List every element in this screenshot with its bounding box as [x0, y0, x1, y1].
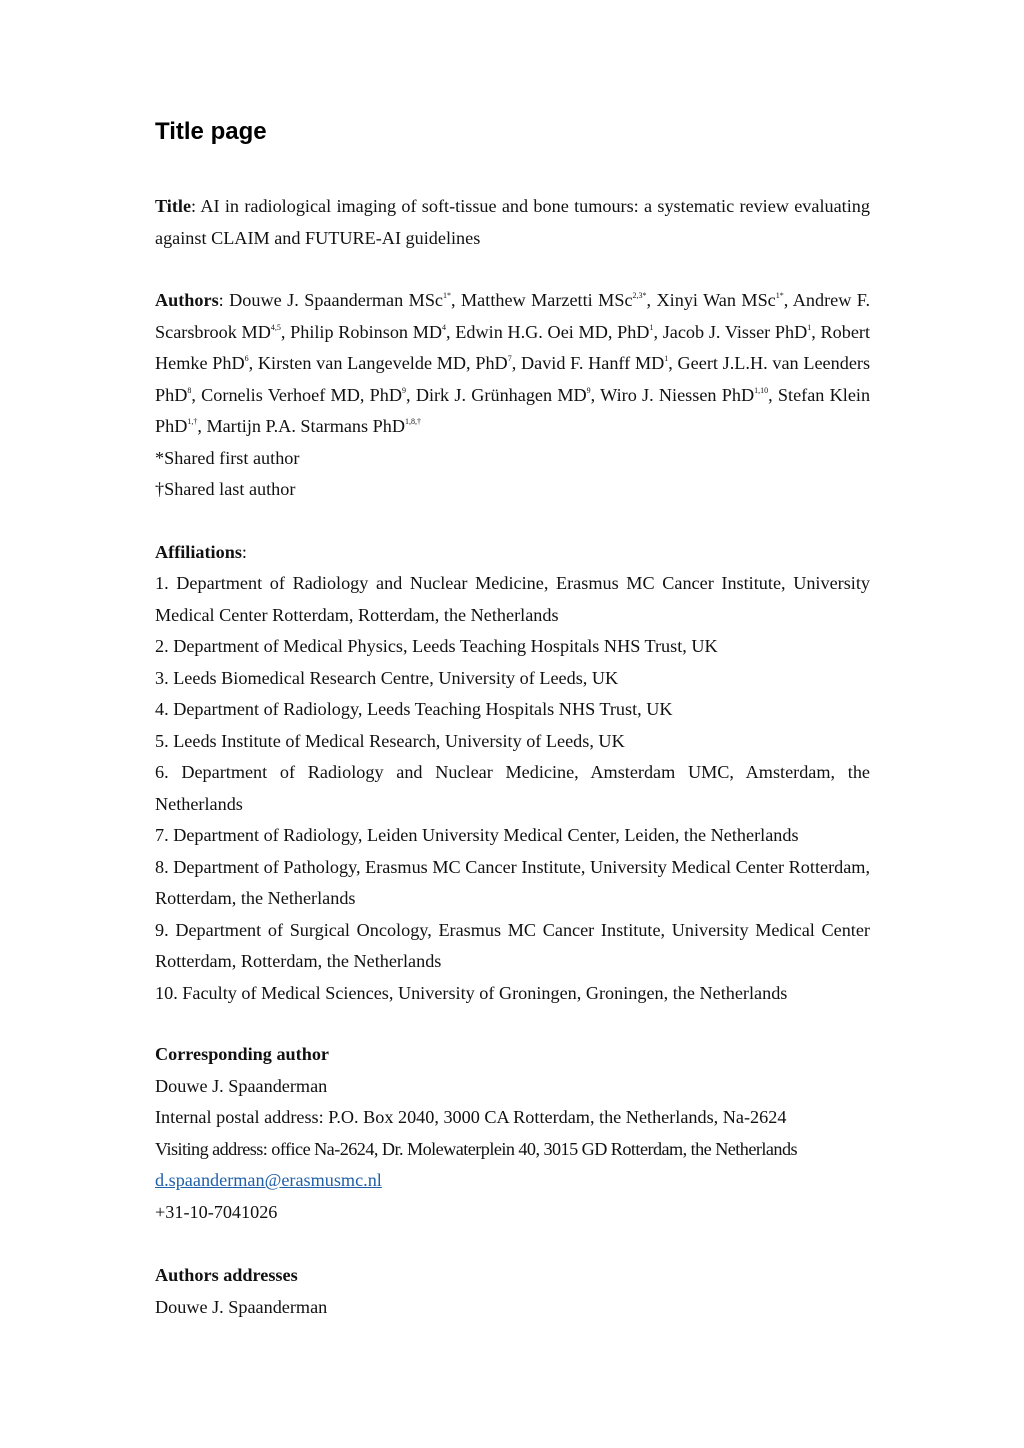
author-affiliation-marker: 4 — [442, 322, 447, 332]
author-name: Dirk J. Grünhagen MD — [415, 384, 587, 405]
author-affiliation-marker: 1* — [443, 291, 452, 300]
authors-paragraph: Authors: Douwe J. Spaanderman MSc$^{1*}$, Matthew Marzetti MSc$^{2,3*}$, Xinyi Wan MSc$^{1*}$, Andrew F. Scarsbrook MD$^{4,5}$, Philip Robinson $MD^4$, Edwin H.G. Oei MD, PhD$^1$, Jacob J. Visser PhD$^1$, Robert Hemke PhD$^6$, Kirsten van Langevelde MD, PhD$^7$, David F. Hanff $MD^1$, Geert J.L.H. van Leenders PhD$^8$, Cornelis Verhoef MD, PhD$^9$, Dirk J. Grünhagen $MD^9$, Wiro J. Niessen PhD$^{1,10}$, Stefan Klein PhD$^{1,\dagger}$, Martijn P.A. Starmans PhD$^{1,8,\dagger}$ — [155, 290, 871, 436]
visiting-address: Visiting address: office Na-2624, Dr. Molewaterplein 40, 3015 GD Rotterdam, the Netherlands — [155, 1138, 798, 1159]
author-name: Robert Hemke PhD — [155, 321, 871, 373]
affiliation-item: 8. Department of Pathology, Erasmus MC Cancer Institute, University Medical Center Rotterdam, Rotterdam, the Netherlands — [155, 856, 870, 908]
author-list: Douwe J. Spaanderman MSc$^{1*}$, Matthew Marzetti MSc$^{2,3*}$, Xinyi Wan MSc$^{1*}$, Andrew F. Scarsbrook MD$^{4,5}$, Philip Robinson $MD^4$, Edwin H.G. Oei MD, PhD$^1$, Jacob J. Visser PhD$^1$, Robert Hemke PhD$^6$, Kirsten van Langevelde MD, PhD$^7$, David F. Hanff $MD^1$, Geert J.L.H. van Leenders PhD$^8$, Cornelis Verhoef MD, PhD$^9$, Dirk J. Grünhagen $MD^9$, Wiro J. Niessen PhD$^{1,10}$, Stefan Klein PhD$^{1,\dagger}$, Martijn P.A. Starmans PhD$^{1,8,\dagger}$ — [155, 290, 871, 436]
author-affiliation-marker: 7 — [507, 354, 512, 363]
corresponding-section — [155, 1039, 870, 1228]
affiliation-item: 5. Leeds Institute of Medical Research, University of Leeds, UK — [155, 730, 625, 751]
authors-addresses-section — [155, 1260, 870, 1323]
shared-first-note: *Shared first author — [155, 448, 300, 468]
author-name: Andrew F. Scarsbrook MD — [155, 290, 871, 342]
author-affiliation-marker: 1,† — [187, 417, 198, 426]
author-name: Martijn P.A. Starmans PhD — [206, 416, 405, 436]
phone-number: +31-10-7041026 — [155, 1201, 278, 1222]
author-name: Geert J.L.H. van Leenders PhD — [155, 353, 871, 405]
corresponding-label: Corresponding author — [155, 1044, 329, 1064]
author-affiliation-marker: 8 — [187, 385, 192, 395]
author-affiliation-marker: 1 — [664, 354, 669, 363]
author-affiliation-marker: 1 — [649, 322, 654, 332]
author-name: Philip Robinson MD — [290, 321, 443, 342]
author-affiliation-marker: 9 — [586, 385, 591, 395]
affiliation-list — [155, 568, 870, 1009]
affiliation-item: 1. Department of Radiology and Nuclear Medicine, Erasmus MC Cancer Institute, University Medical Center Rotterdam, Rotterdam, the Netherlands — [155, 573, 870, 625]
author-affiliation-marker: 2,3* — [632, 291, 647, 300]
author-name: Xinyi Wan MSc — [656, 290, 776, 310]
paper-title: AI in radiological imaging of soft-tissue and bone tumours: a systematic review evaluating against CLAIM and FUTURE-AI guidelines — [155, 196, 870, 248]
author-name: David F. Hanff MD — [520, 353, 665, 373]
author-affiliation-marker: 4,5 — [270, 322, 281, 332]
affiliation-item: 2. Department of Medical Physics, Leeds Teaching Hospitals NHS Trust, UK — [155, 636, 718, 656]
title-label: Title — [155, 196, 192, 216]
author-name: Cornelis Verhoef MD, PhD — [201, 384, 402, 405]
affiliation-item: 3. Leeds Biomedical Research Centre, University of Leeds, UK — [155, 667, 619, 688]
affiliation-item: 9. Department of Surgical Oncology, Erasmus MC Cancer Institute, University Medical Center Rotterdam, Rotterdam, the Netherlands — [155, 919, 870, 971]
email-link[interactable]: d.spaanderman@erasmusmc.nl — [155, 1170, 382, 1190]
author-affiliation-marker: 9 — [402, 385, 406, 395]
title-paragraph: Title: AI in radiological imaging of soft-tissue and bone tumours: a systematic review evaluating against CLAIM and FUTURE-AI guidelines — [155, 196, 870, 248]
affiliation-item: 6. Department of Radiology and Nuclear Medicine, Amsterdam UMC, Amsterdam, the Netherlands — [155, 762, 870, 814]
author-name: Stefan Klein PhD — [155, 384, 871, 436]
affiliation-item: 4. Department of Radiology, Leeds Teaching Hospitals NHS Trust, UK — [155, 699, 673, 719]
author-affiliation-marker: 1 — [807, 322, 812, 332]
author-affiliation-marker: 6 — [244, 354, 249, 363]
author-affiliation-marker: 1,8,† — [405, 417, 421, 426]
author-name: Matthew Marzetti MSc — [461, 290, 633, 310]
author-name: Douwe J. Spaanderman MSc — [229, 290, 444, 310]
affiliation-item: 10. Faculty of Medical Sciences, University of Groningen, Groningen, the Netherlands — [155, 982, 788, 1003]
authors-addresses-first: Douwe J. Spaanderman — [155, 1296, 328, 1317]
page-heading: Title page — [155, 118, 267, 145]
affiliations-heading: Affiliations: — [155, 542, 247, 562]
authors-addresses-label: Authors addresses — [155, 1265, 298, 1285]
authors-label: Authors — [155, 290, 219, 310]
author-name: Kirsten van Langevelde MD, PhD — [257, 353, 508, 373]
author-name: Wiro J. Niessen PhD — [600, 384, 755, 405]
author-affiliation-marker: 1,10 — [754, 385, 769, 395]
affiliations-label: Affiliations — [155, 542, 242, 562]
shared-last-note: †Shared last author — [155, 479, 296, 499]
author-name: Edwin H.G. Oei MD, PhD — [455, 321, 650, 342]
postal-address: Internal postal address: P.O. Box 2040, 3000 CA Rotterdam, the Netherlands, Na-2624 — [155, 1107, 787, 1127]
corresponding-name: Douwe J. Spaanderman — [155, 1075, 328, 1096]
author-name: Jacob J. Visser PhD — [662, 321, 808, 342]
author-affiliation-marker: 1* — [775, 291, 784, 300]
affiliation-item: 7. Department of Radiology, Leiden University Medical Center, Leiden, the Netherlands — [155, 825, 799, 845]
